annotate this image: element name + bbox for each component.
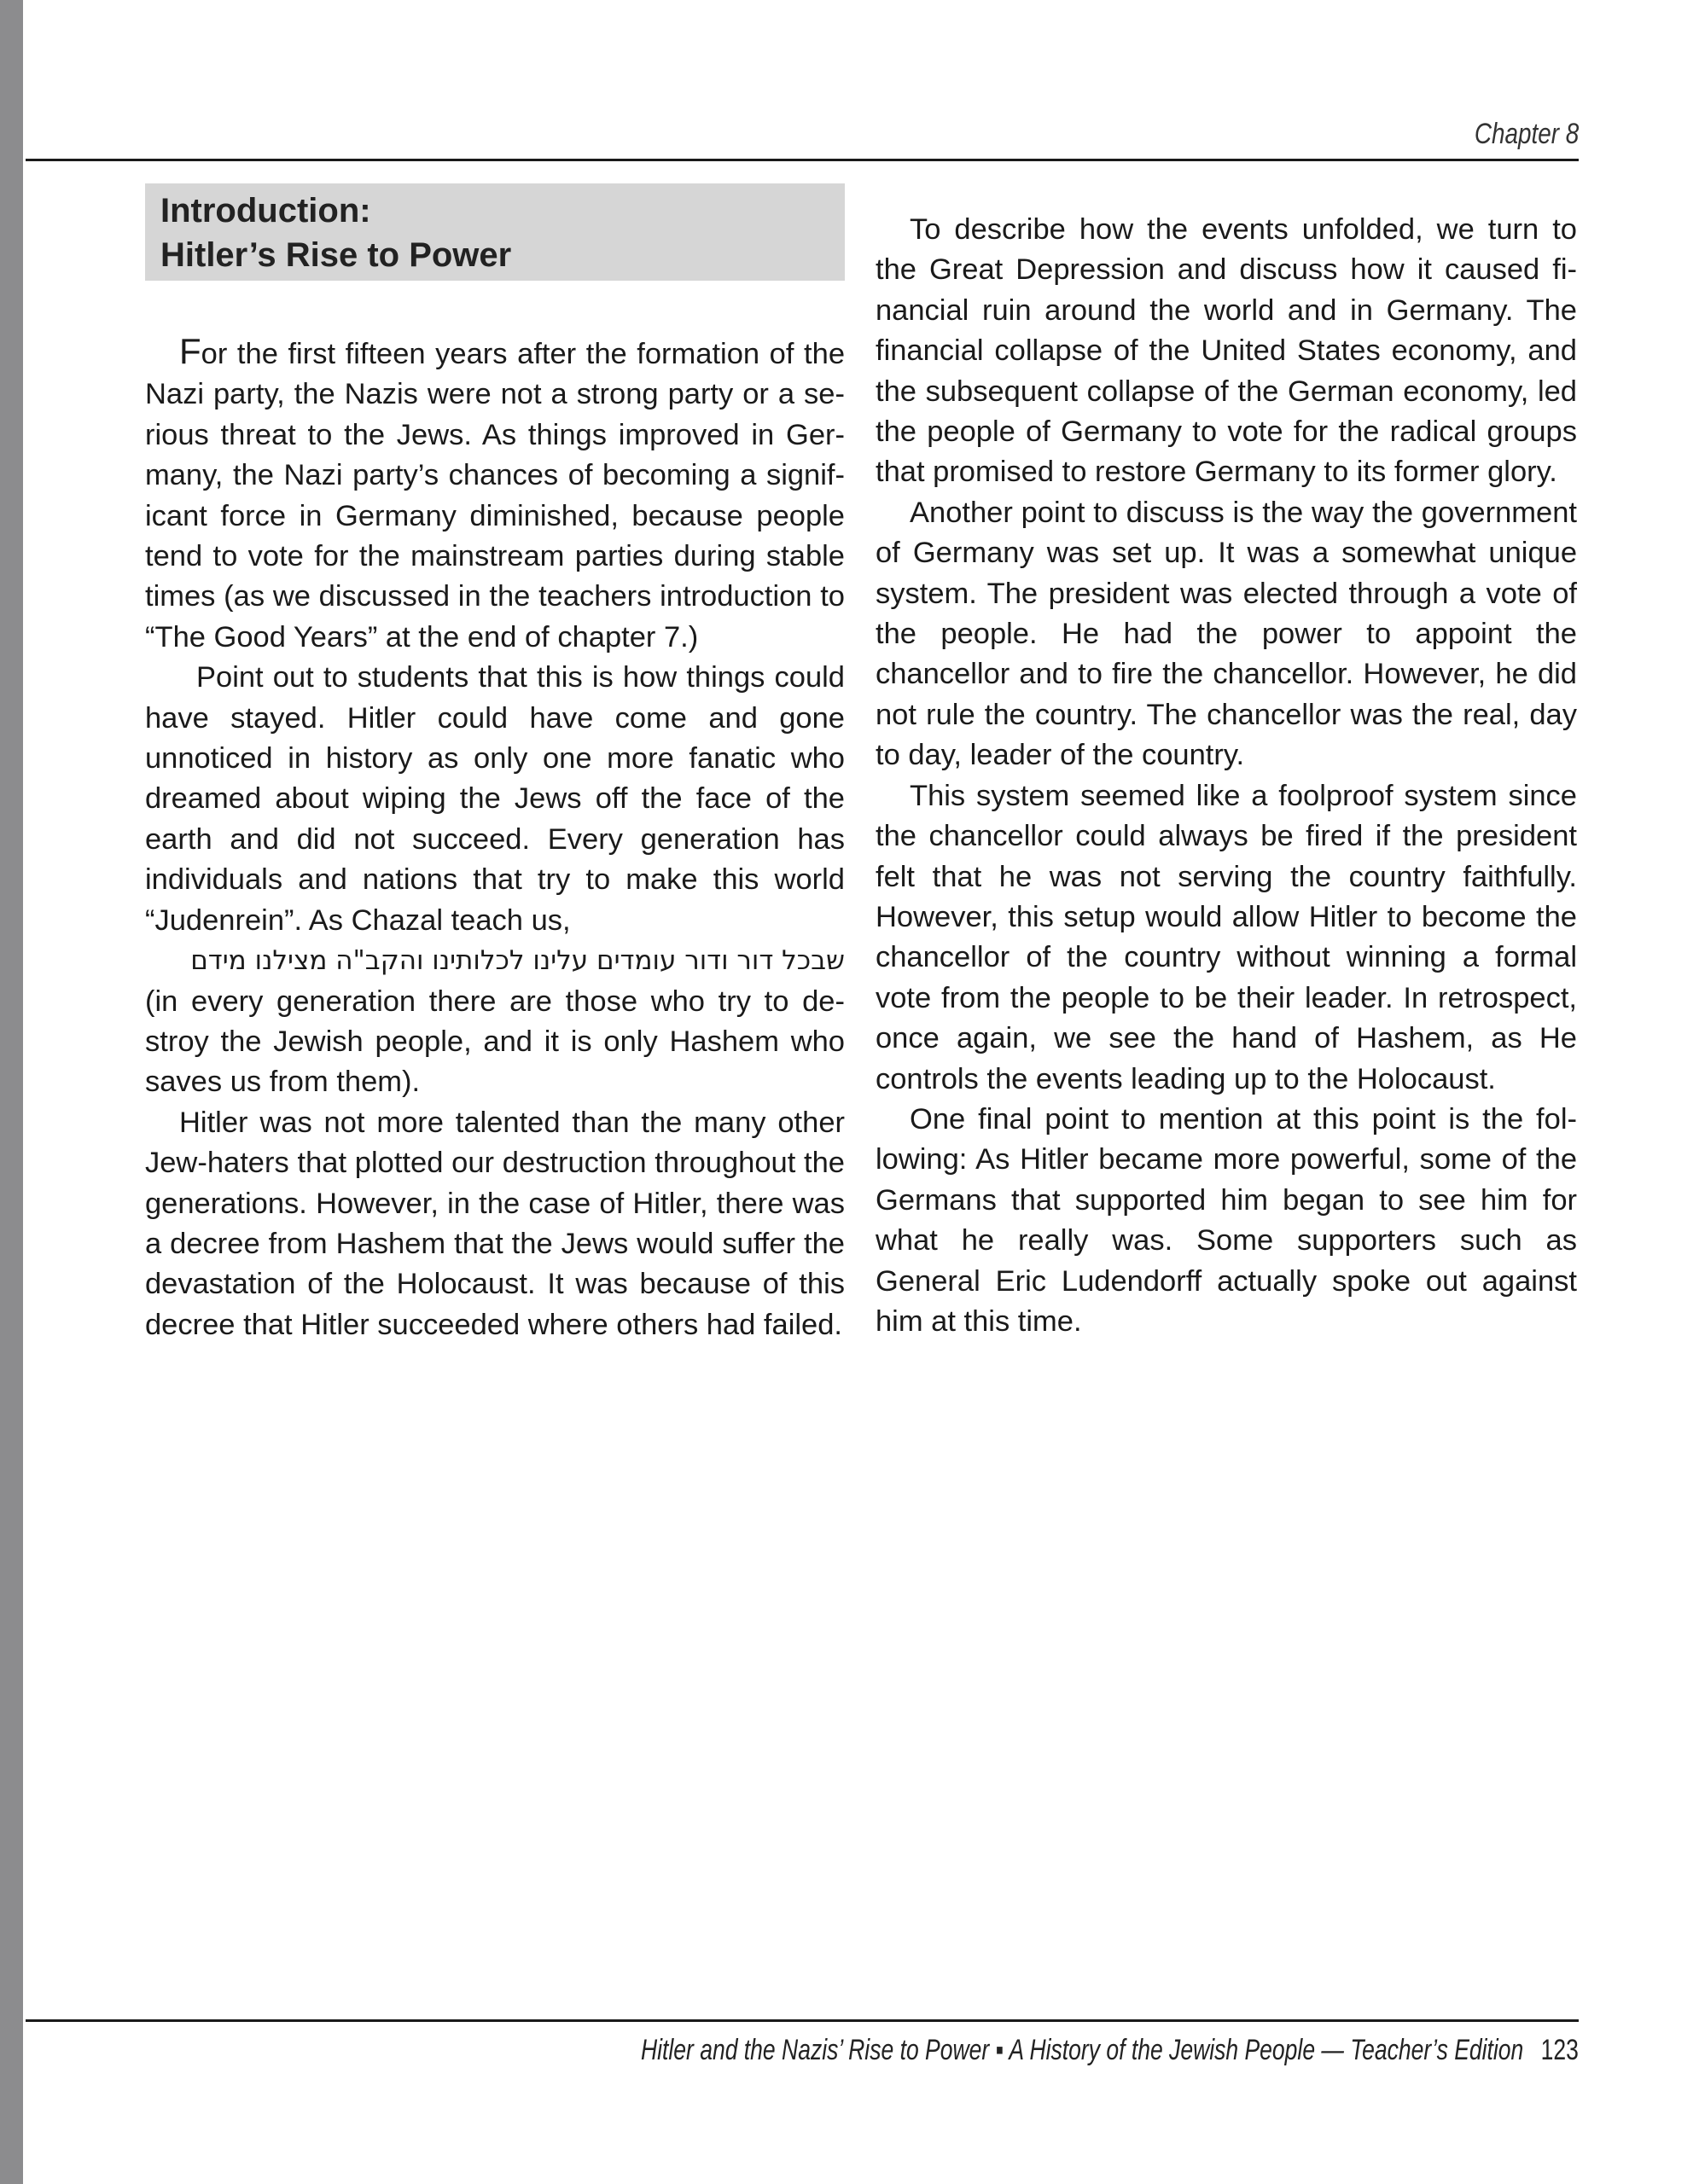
footer-running-title bbox=[641, 2034, 1579, 2067]
left-paragraph-2-cont: (in every generation there are those who try to destroy the Jewish people, and it is only Hashem who saves us from them). bbox=[145, 985, 845, 1099]
section-title-box bbox=[145, 183, 845, 281]
left-paragraph-3: Hitler was not more talented than the many other Jew-haters that plotted our destruction throughout the generations. However, in the case of Hitler, there was a decree from Hashem that the Jews would suffer the devastation of the Holocaust. It was because of this decree that Hitler succeeded where others had failed. bbox=[145, 1106, 845, 1341]
page-footer bbox=[26, 2019, 1579, 2066]
left-column bbox=[145, 331, 845, 1345]
right-column bbox=[876, 210, 1577, 1342]
section-title-line1: Introduction: bbox=[160, 192, 371, 229]
hebrew-quote: שבכל דור ודור עומדים עלינו לכלותינו והקב"ה מצילנו מידם bbox=[190, 945, 845, 977]
right-paragraph-3: This system seemed like a foolproof system since the chancellor could always be fired if the president felt that he was not serving the country faithfully. However, this setup would allow Hitler to become the chancellor of the country without winning a formal vote from the people to be their leader. In retrospect, once again, we see the hand of Hashem, as He controls the events leading up to the Holocaust. bbox=[876, 779, 1577, 1095]
footer-book-title: Hitler and the Nazis’ Rise to Power ▪ A History of the Jewish People — Teacher’s Edition bbox=[641, 2034, 1524, 2066]
left-paragraph-1: For the first fifteen years after the formation of the Nazi party, the Nazis were not a strong party or a serious threat to the Jews. As things improved in Germany, the Nazi party’s chances of becoming a significant force in Germany diminished, because people tend to vote for the mainstream parties during stable times (as we discussed in the teachers introduction to “The Good Years” at the end of chapter 7.) bbox=[145, 331, 845, 653]
page-edge-bar bbox=[0, 0, 23, 2184]
right-paragraph-4: One final point to mention at this point is the following: As Hitler became more powerful, some of the Germans that supported him began to see him for what he really was. Some supporters such as General Eric Ludendorff actually spoke out against him at this time. bbox=[876, 1102, 1577, 1338]
right-paragraph-1: To describe how the events unfolded, we turn to the Great Depression and discuss how it caused financial ruin around the world and in Germany. The financial collapse of the United States economy, and the subsequent collapse of the German economy, led the people of Germany to vote for the radical groups that promised to restore Germany to its former glory. bbox=[876, 213, 1577, 489]
chapter-label: Chapter 8 bbox=[1474, 118, 1579, 150]
right-paragraph-2: Another point to discuss is the way the government of Germany was set up. It was a somewhat unique system. The president was elected through a vote of the people. He had the power to appoint the chancellor and to fire the chancellor. However, he did not rule the country. The chancellor was the real, day to day, leader of the country. bbox=[876, 496, 1577, 772]
section-title-line2: Hitler’s Rise to Power bbox=[160, 236, 512, 274]
page-header bbox=[26, 102, 1579, 161]
page-number: 123 bbox=[1540, 2034, 1579, 2066]
left-paragraph-2: Point out to students that this is how things could have stayed. Hitler could have come and gone unnoticed in history as only one more fanatic who dreamed about wiping the Jews off the face of the earth and did not succeed. Every generation has individuals and nations that try to make this world “Judenrein”. As Chazal teach us, bbox=[145, 661, 845, 937]
